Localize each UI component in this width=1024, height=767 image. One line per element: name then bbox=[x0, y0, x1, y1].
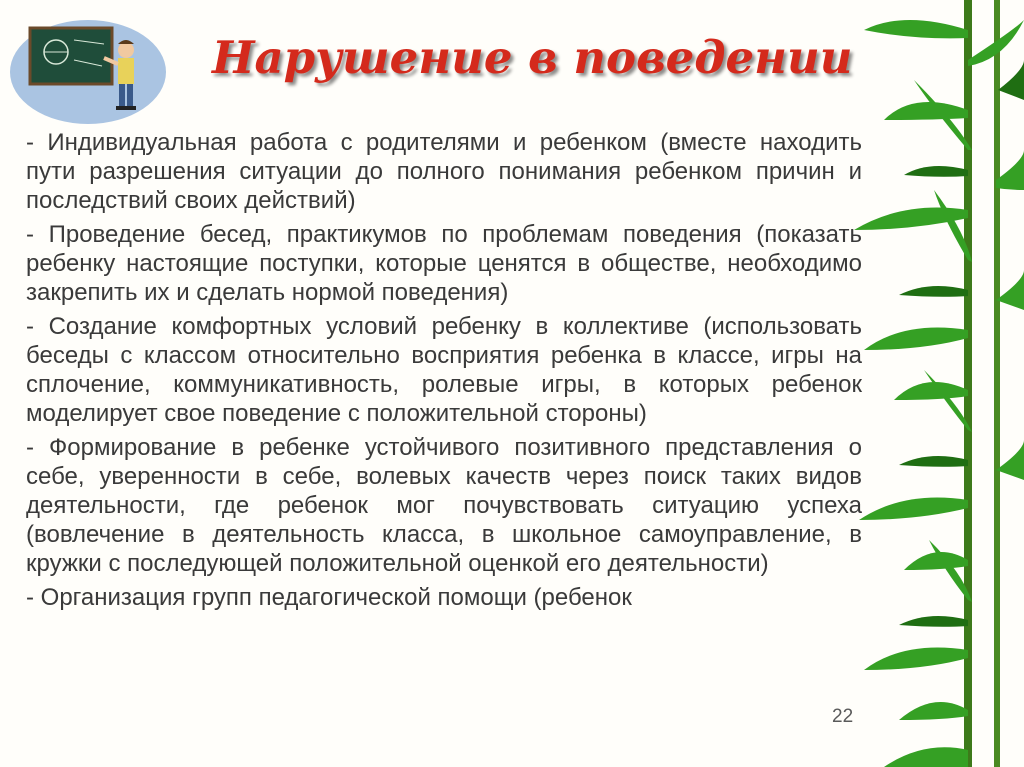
teacher-at-chalkboard-icon bbox=[8, 14, 168, 126]
paragraph-4: - Формирование в ребенке устойчивого позитивного представления о себе, уверенности в себе, волевых качеств через поиск таких видов деятельности, где ребенок мог почувствовать ситуацию успеха (вовлечение в деятельность класса, в школьное самоуправление, в кружки с последующей положительной оценкой его деятельности) bbox=[26, 434, 862, 577]
paragraph-2: - Проведение бесед, практикумов по проблемам поведения (показать ребенку настоящие поступки, которые ценятся в обществе, необходимо закрепить их и сделать нормой поведения) bbox=[26, 221, 862, 306]
slide-title: Нарушение в поведении bbox=[212, 31, 853, 84]
page-number: 22 bbox=[832, 706, 854, 727]
slide-body bbox=[26, 128, 862, 617]
bamboo-leaves-icon bbox=[844, 0, 1024, 767]
paragraph-3: - Создание комфортных условий ребенку в коллективе (использовать беседы с классом относительно восприятия ребенка в классе, игры на сплочение, коммуникативность, ролевые игры, в которых ребенок моделирует свое поведение с положительной стороны) bbox=[26, 313, 862, 427]
paragraph-1: - Индивидуальная работа с родителями и ребенком (вместе находить пути разрешения ситуации до полного понимания ребенком причин и последствий своих действий) bbox=[26, 129, 862, 214]
paragraph-5: - Организация групп педагогической помощи (ребенок bbox=[26, 584, 632, 611]
